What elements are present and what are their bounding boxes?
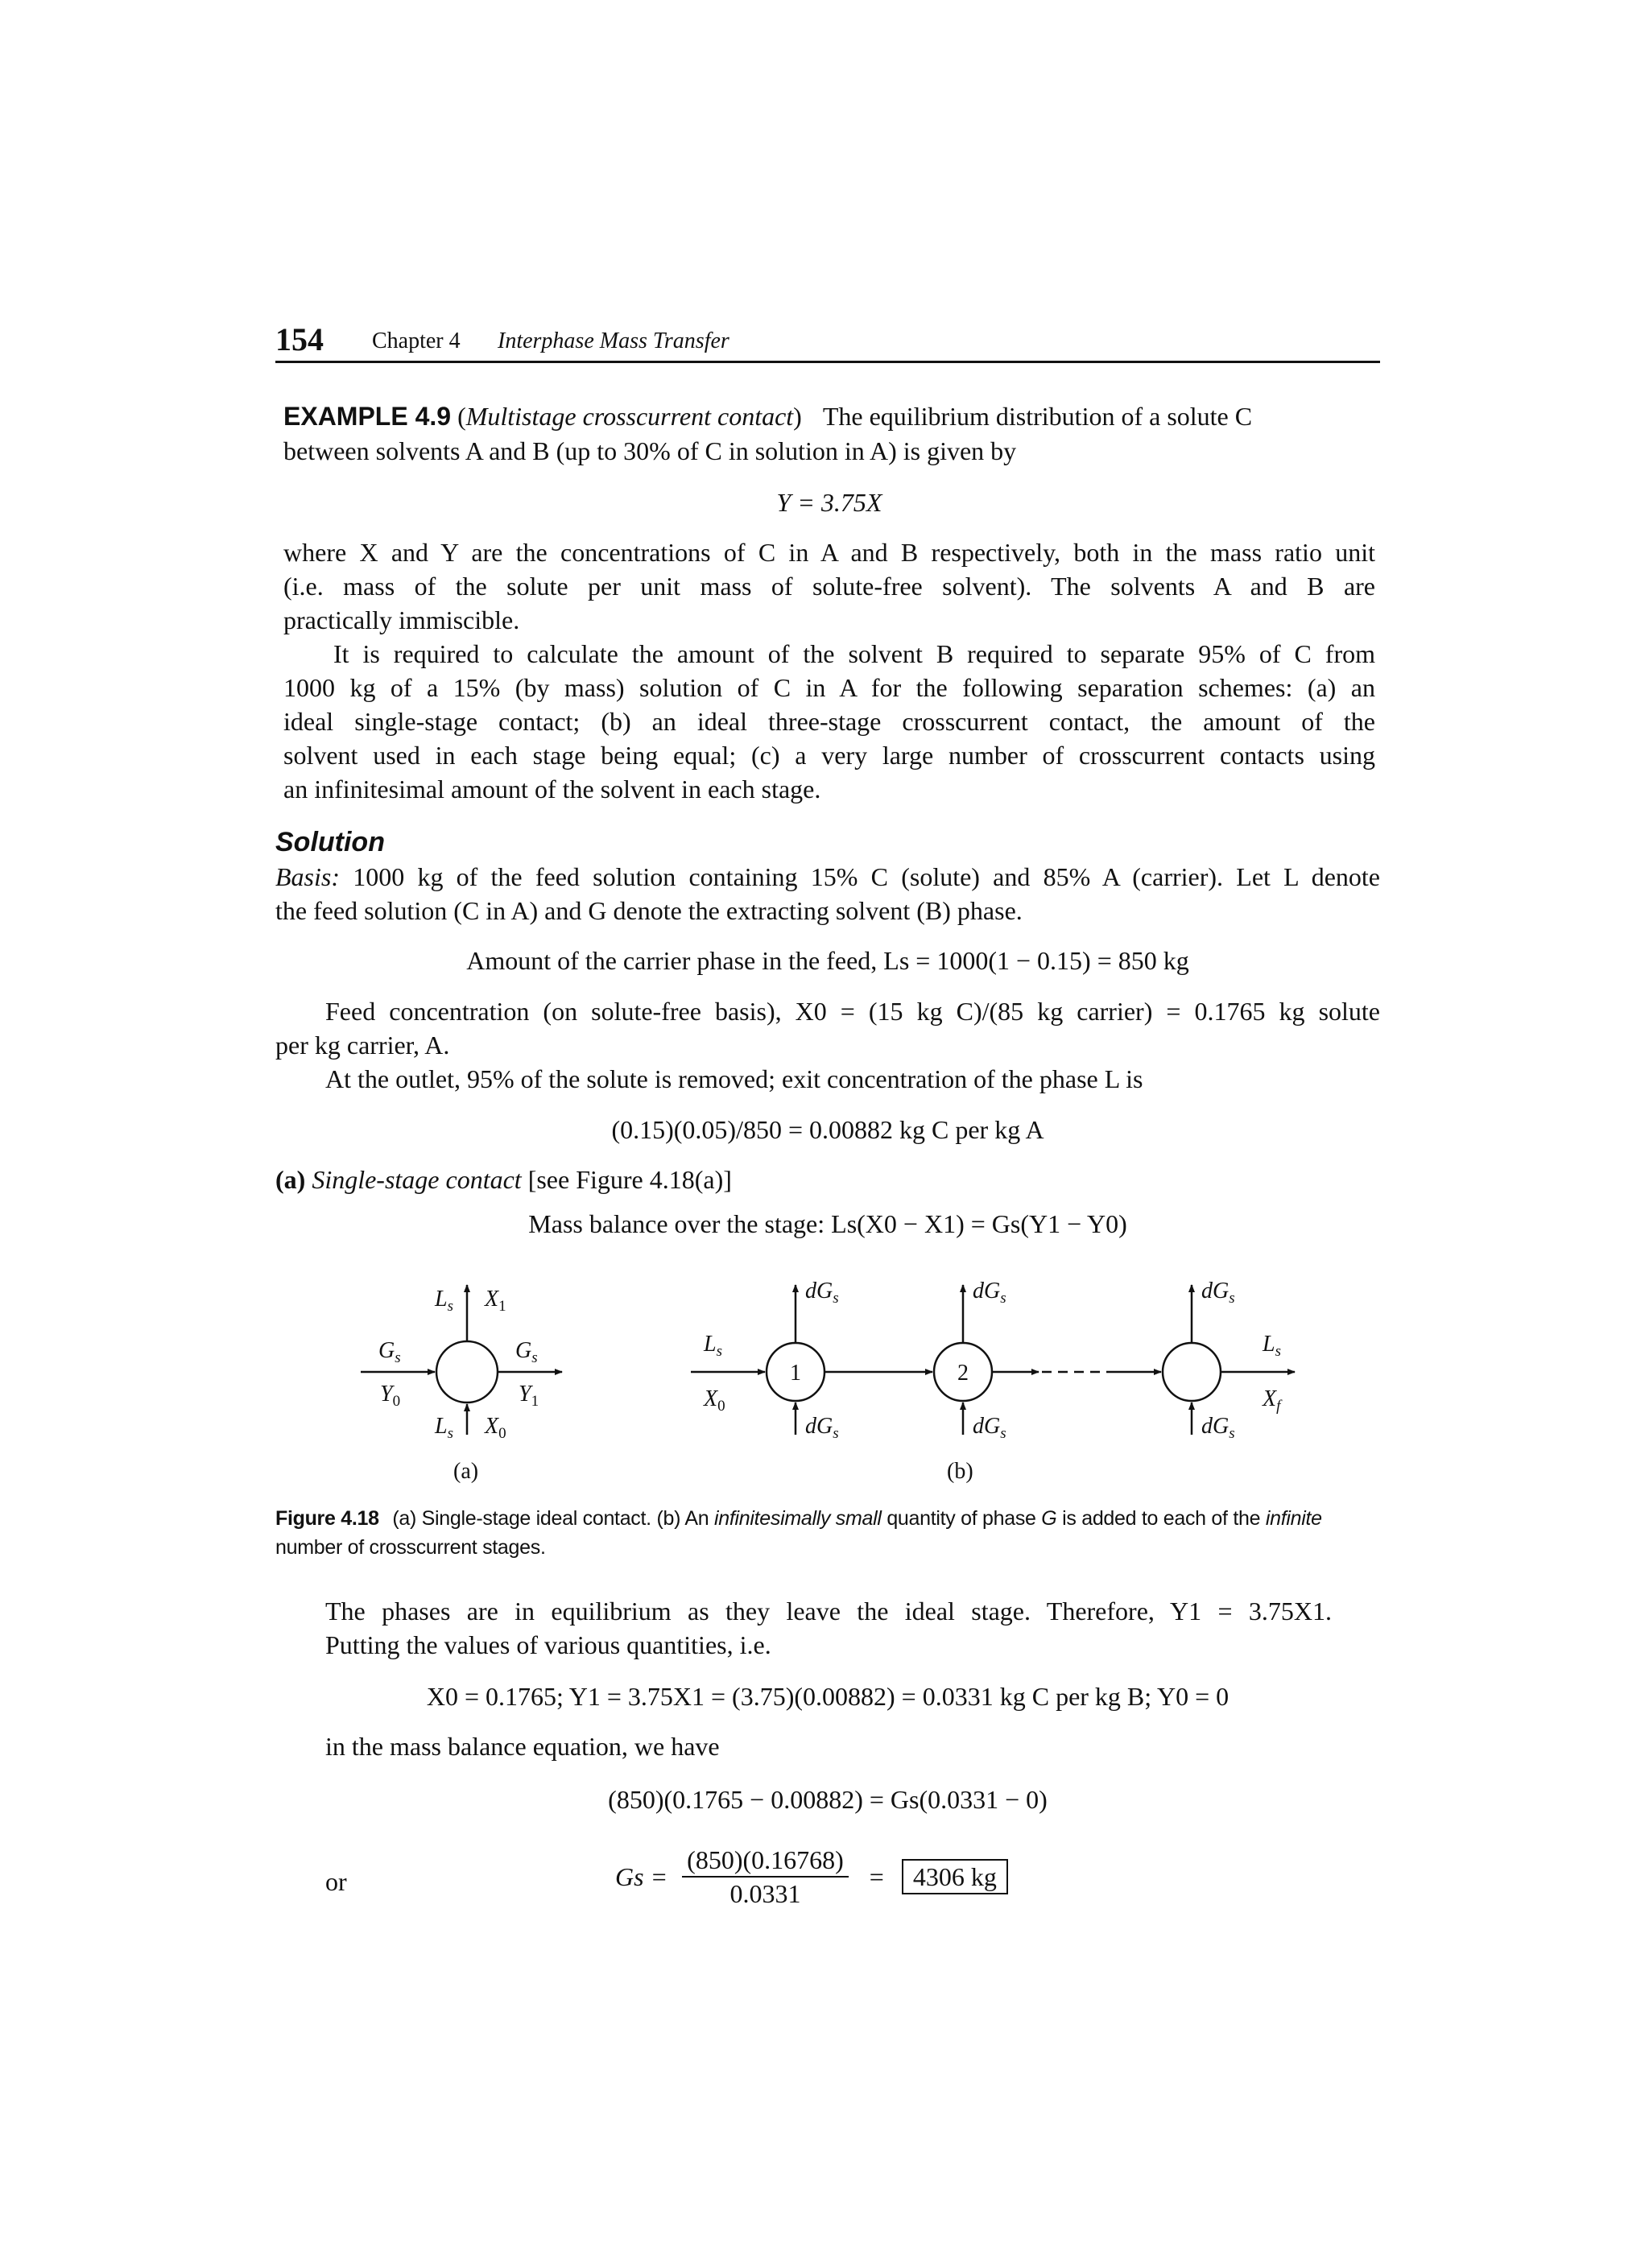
label-ls-in: $L_s$ [704, 1332, 722, 1360]
label-y1: $Y_1$ [519, 1382, 539, 1410]
gs-lhs: Gs = [615, 1862, 668, 1891]
label-dgs-n-top: $dG_s$ [1201, 1279, 1235, 1307]
part-a-title: Single-stage contact [312, 1165, 522, 1194]
example-first-line: EXAMPLE 4.9 (Multistage crosscurrent contact) The equilibrium distribution of a solute C [283, 402, 1253, 431]
label-gs-out: $G_s$ [515, 1338, 538, 1366]
example-title: Multistage crosscurrent contact [465, 402, 794, 431]
gs-numerator: (850)(0.16768) [682, 1844, 849, 1878]
caption-label: Figure 4.18 [275, 1507, 379, 1530]
or-label: or [325, 1867, 347, 1896]
label-ls-top: $L_s$ [435, 1287, 453, 1315]
part-a-heading [275, 1163, 1380, 1196]
gs-denominator: 0.0331 [729, 1879, 801, 1908]
label-dgs-1-bottom: $dG_s$ [805, 1414, 839, 1442]
continuation-line-1: The phases are in equilibrium as they leave the ideal stage. Therefore, Y1 = 3.75X1. [325, 1597, 1332, 1626]
para-2-line-4: solvent used in each stage being equal; (c) a very large number of crosscurrent contacts using [283, 741, 1375, 770]
outlet-equation: (0.15)(0.05)/850 = 0.00882 kg C per kg A [611, 1115, 1044, 1144]
panel-a-label: (a) [453, 1459, 479, 1484]
basis-text-1: 1000 kg of the feed solution containing 15% C (solute) and 85% A (carrier). Let L denote [353, 862, 1380, 891]
part-a-ref: [see Figure 4.18(a)] [527, 1165, 732, 1194]
continuation-line-2: Putting the values of various quantities, i.e. [325, 1630, 771, 1659]
part-a-label: (a) [275, 1165, 306, 1194]
figure-caption: Figure 4.18 (a) Single-stage ideal contact. (b) An infinitesimally small quantity of phase G is added to each of the infinite number of crosscurrent stages. [275, 1507, 1322, 1559]
carrier-equation: Amount of the carrier phase in the feed, Ls = 1000(1 − 0.15) = 850 kg [466, 946, 1189, 975]
label-dgs-n-bottom: $dG_s$ [1201, 1414, 1235, 1442]
label-dgs-2-top: $dG_s$ [973, 1279, 1006, 1307]
continuation-line-3: in the mass balance equation, we have [325, 1732, 720, 1761]
label-dgs-2-bottom: $dG_s$ [973, 1414, 1006, 1442]
panel-b-label: (b) [947, 1459, 973, 1484]
page-header [275, 319, 1380, 361]
values-equation: X0 = 0.1765; Y1 = 3.75X1 = (3.75)(0.00882) = 0.0331 kg C per kg B; Y0 = 0 [426, 1682, 1230, 1711]
label-gs-in: $G_s$ [378, 1338, 401, 1366]
para-2-line-2: 1000 kg of a 15% (by mass) solution of C in A for the following separation schemes: (a) an [283, 673, 1375, 702]
outlet-line: At the outlet, 95% of the solute is removed; exit concentration of the phase L is [325, 1064, 1143, 1093]
label-ls-out: $L_s$ [1263, 1332, 1281, 1360]
label-x1: $X_1$ [485, 1287, 506, 1315]
example-intro-2: between solvents A and B (up to 30% of C in solution in A) is given by [283, 436, 1017, 465]
stage-1-label: 1 [790, 1361, 801, 1386]
label-dgs-1-top: $dG_s$ [805, 1279, 839, 1307]
label-ls-bottom: $L_s$ [435, 1414, 453, 1442]
solution-heading: Solution [275, 827, 385, 857]
para-1-line-1: where X and Y are the concentrations of C in A and B respectively, both in the mass ratio unit [283, 538, 1375, 567]
feed-conc-line-1: Feed concentration (on solute-free basis), X0 = (15 kg C)/(85 kg carrier) = 0.1765 kg solute [325, 997, 1380, 1026]
chapter-label: Chapter 4 [372, 328, 461, 353]
chapter-title: Interphase Mass Transfer [498, 328, 729, 353]
figure-4-18 [0, 1256, 1649, 1498]
label-y0: $Y_0$ [380, 1382, 401, 1410]
example-intro-1: The equilibrium distribution of a solute C [822, 402, 1253, 431]
example-label: EXAMPLE 4.9 [283, 402, 452, 431]
basis-line-2: the feed solution (C in A) and G denote the extracting solvent (B) phase. [275, 896, 1023, 925]
mass-balance-equation: Mass balance over the stage: Ls(X0 − X1) = Gs(Y1 − Y0) [528, 1209, 1127, 1238]
basis-line-1 [275, 860, 1380, 894]
label-x0: $X_0$ [485, 1414, 506, 1442]
label-xf: $X_f$ [1263, 1386, 1281, 1415]
crosscurrent-diagram [691, 1285, 1295, 1435]
balance-equation: (850)(0.1765 − 0.00882) = Gs(0.0331 − 0) [608, 1785, 1048, 1814]
header-rule [275, 361, 1380, 363]
gs-result-box: 4306 kg [902, 1859, 1008, 1894]
para-2-line-5: an infinitesimal amount of the solvent in each stage. [283, 775, 821, 804]
feed-conc-line-2: per kg carrier, A. [275, 1031, 450, 1060]
para-1-line-3: practically immiscible. [283, 605, 520, 634]
equilibrium-equation: Y = 3.75X [776, 488, 882, 517]
stage-2-label: 2 [957, 1361, 969, 1386]
gs-equals: = [869, 1862, 884, 1891]
gs-equation [615, 1844, 1008, 1910]
para-2-line-3: ideal single-stage contact; (b) an ideal three-stage crosscurrent contact, the amount of the [283, 707, 1375, 736]
label-x0-b: $X_0$ [704, 1386, 725, 1415]
gs-fraction [682, 1844, 849, 1910]
para-2-line-1: It is required to calculate the amount of the solvent B required to separate 95% of C from [333, 639, 1375, 668]
page-number: 154 [275, 321, 324, 357]
basis-label: Basis: [275, 862, 340, 891]
para-1-line-2: (i.e. mass of the solute per unit mass of solute-free solvent). The solvents A and B are [283, 572, 1375, 601]
